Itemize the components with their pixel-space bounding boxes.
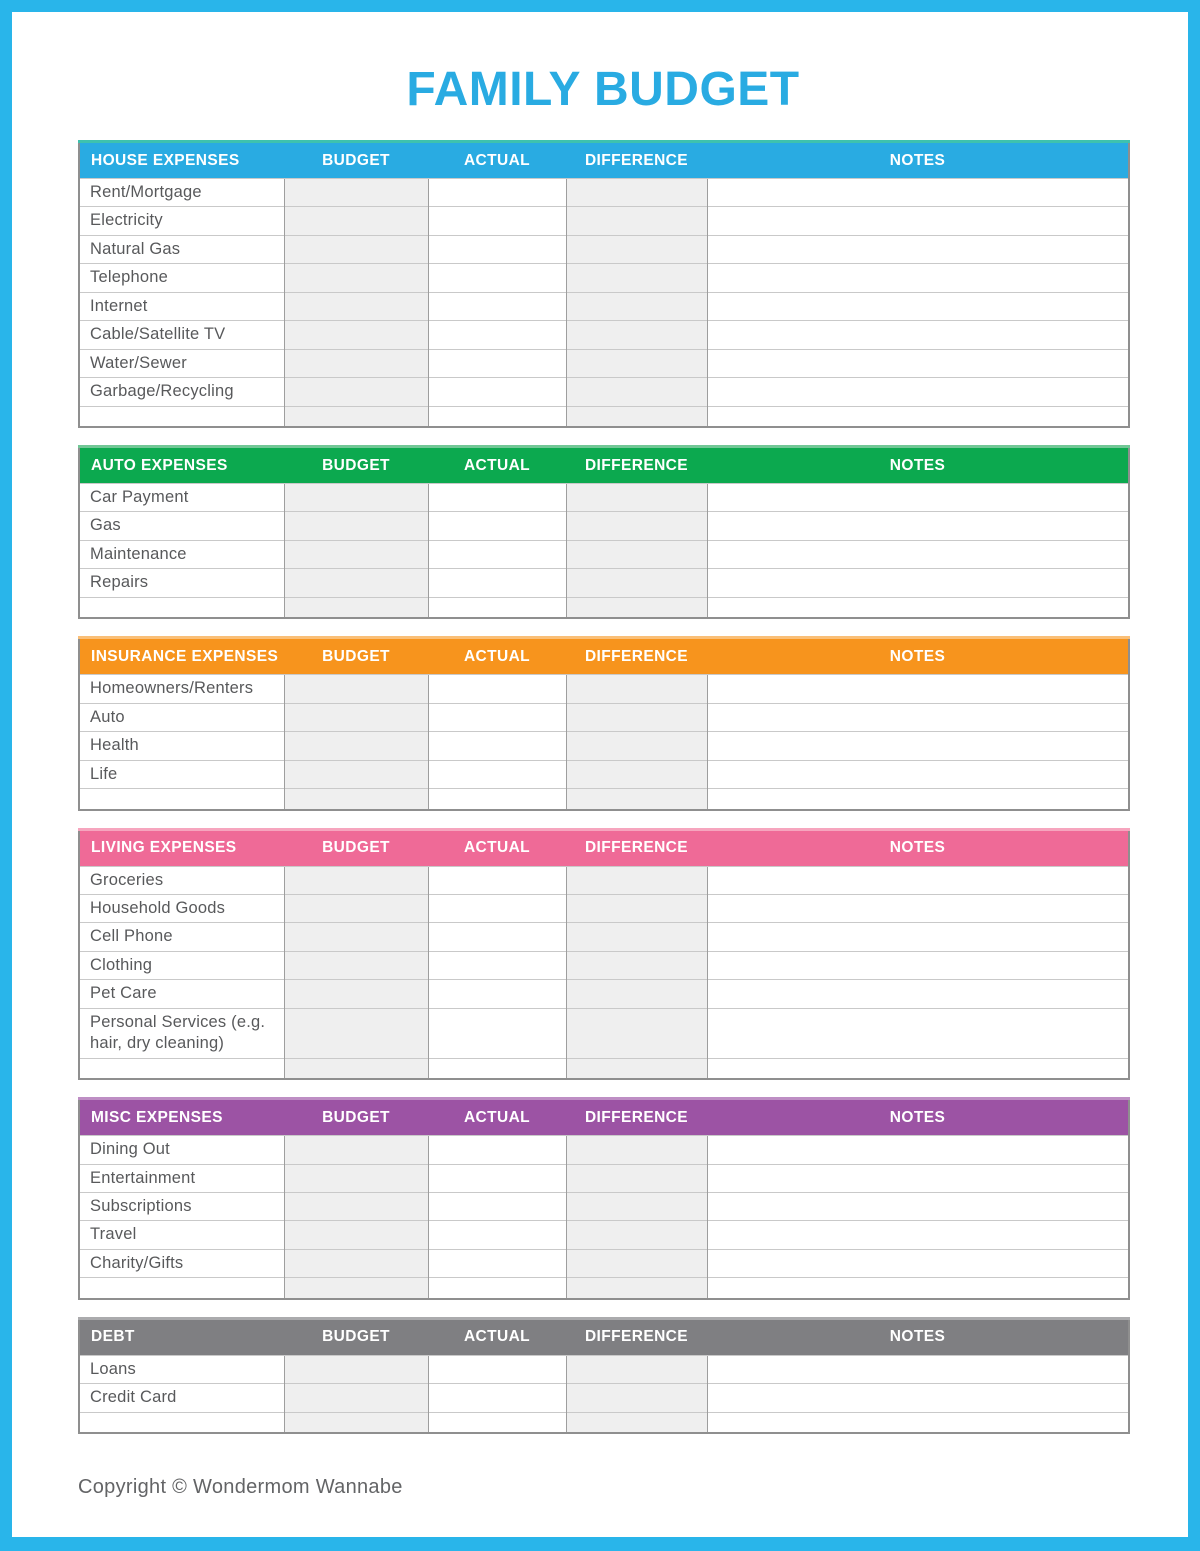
difference-cell bbox=[566, 406, 707, 427]
actual-cell bbox=[428, 1192, 566, 1220]
actual-cell bbox=[428, 235, 566, 263]
difference-cell bbox=[566, 1058, 707, 1079]
difference-cell bbox=[566, 980, 707, 1008]
notes-cell bbox=[707, 512, 1129, 540]
expense-row bbox=[79, 703, 1129, 731]
notes-cell bbox=[707, 894, 1129, 922]
difference-cell bbox=[566, 1008, 707, 1058]
budget-cell bbox=[284, 789, 428, 810]
actual-cell bbox=[428, 675, 566, 703]
actual-cell bbox=[428, 1221, 566, 1249]
notes-cell bbox=[707, 349, 1129, 377]
column-header-difference: DIFFERENCE bbox=[566, 829, 707, 866]
actual-cell bbox=[428, 1412, 566, 1433]
actual-cell bbox=[428, 980, 566, 1008]
expense-label: Maintenance bbox=[79, 540, 284, 568]
notes-cell bbox=[707, 866, 1129, 894]
expense-row bbox=[79, 1058, 1129, 1079]
notes-cell bbox=[707, 207, 1129, 235]
difference-cell bbox=[566, 1384, 707, 1412]
notes-cell bbox=[707, 980, 1129, 1008]
expense-label: Pet Care bbox=[79, 980, 284, 1008]
expense-label: Travel bbox=[79, 1221, 284, 1249]
expense-label: Credit Card bbox=[79, 1384, 284, 1412]
actual-cell bbox=[428, 1278, 566, 1299]
actual-cell bbox=[428, 179, 566, 207]
difference-cell bbox=[566, 321, 707, 349]
budget-cell bbox=[284, 1192, 428, 1220]
column-header-actual: ACTUAL bbox=[428, 1099, 566, 1136]
notes-cell bbox=[707, 951, 1129, 979]
notes-cell bbox=[707, 675, 1129, 703]
difference-cell bbox=[566, 179, 707, 207]
actual-cell bbox=[428, 264, 566, 292]
budget-table-insurance-expenses bbox=[78, 636, 1130, 810]
column-header-actual: ACTUAL bbox=[428, 1318, 566, 1355]
expense-label: Clothing bbox=[79, 951, 284, 979]
actual-cell bbox=[428, 1058, 566, 1079]
notes-cell bbox=[707, 264, 1129, 292]
expense-row bbox=[79, 1164, 1129, 1192]
expense-row bbox=[79, 1355, 1129, 1383]
notes-cell bbox=[707, 1249, 1129, 1277]
column-header-difference: DIFFERENCE bbox=[566, 447, 707, 484]
difference-cell bbox=[566, 1136, 707, 1164]
expense-row bbox=[79, 292, 1129, 320]
notes-cell bbox=[707, 321, 1129, 349]
section-title: DEBT bbox=[79, 1318, 284, 1355]
actual-cell bbox=[428, 894, 566, 922]
notes-cell bbox=[707, 292, 1129, 320]
expense-label bbox=[79, 597, 284, 618]
expense-label: Loans bbox=[79, 1355, 284, 1383]
expense-label: Natural Gas bbox=[79, 235, 284, 263]
actual-cell bbox=[428, 1249, 566, 1277]
expense-label: Water/Sewer bbox=[79, 349, 284, 377]
notes-cell bbox=[707, 760, 1129, 788]
column-header-notes: NOTES bbox=[707, 1318, 1129, 1355]
actual-cell bbox=[428, 1136, 566, 1164]
budget-cell bbox=[284, 1221, 428, 1249]
expense-label: Health bbox=[79, 732, 284, 760]
budget-cell bbox=[284, 484, 428, 512]
expense-row bbox=[79, 569, 1129, 597]
expense-label: Internet bbox=[79, 292, 284, 320]
budget-cell bbox=[284, 980, 428, 1008]
expense-label bbox=[79, 1412, 284, 1433]
budget-cell bbox=[284, 1058, 428, 1079]
column-header-budget: BUDGET bbox=[284, 638, 428, 675]
copyright-text: Copyright © Wondermom Wannabe bbox=[78, 1476, 403, 1499]
budget-cell bbox=[284, 1384, 428, 1412]
column-header-budget: BUDGET bbox=[284, 447, 428, 484]
expense-row bbox=[79, 1221, 1129, 1249]
expense-label bbox=[79, 406, 284, 427]
difference-cell bbox=[566, 540, 707, 568]
budget-cell bbox=[284, 760, 428, 788]
budget-cell bbox=[284, 866, 428, 894]
difference-cell bbox=[566, 207, 707, 235]
notes-cell bbox=[707, 406, 1129, 427]
notes-cell bbox=[707, 703, 1129, 731]
column-header-notes: NOTES bbox=[707, 142, 1129, 179]
actual-cell bbox=[428, 349, 566, 377]
notes-cell bbox=[707, 1355, 1129, 1383]
section-header-row bbox=[79, 142, 1129, 179]
budget-table-auto-expenses bbox=[78, 445, 1130, 619]
expense-label: Subscriptions bbox=[79, 1192, 284, 1220]
actual-cell bbox=[428, 378, 566, 406]
column-header-budget: BUDGET bbox=[284, 829, 428, 866]
section-header-row bbox=[79, 447, 1129, 484]
expense-label: Household Goods bbox=[79, 894, 284, 922]
expense-row bbox=[79, 484, 1129, 512]
difference-cell bbox=[566, 1412, 707, 1433]
column-header-budget: BUDGET bbox=[284, 1318, 428, 1355]
budget-cell bbox=[284, 292, 428, 320]
notes-cell bbox=[707, 1136, 1129, 1164]
section-header-row bbox=[79, 829, 1129, 866]
notes-cell bbox=[707, 1384, 1129, 1412]
budget-cell bbox=[284, 569, 428, 597]
expense-label: Cable/Satellite TV bbox=[79, 321, 284, 349]
difference-cell bbox=[566, 264, 707, 292]
actual-cell bbox=[428, 292, 566, 320]
expense-row bbox=[79, 951, 1129, 979]
notes-cell bbox=[707, 789, 1129, 810]
section-header-row bbox=[79, 1318, 1129, 1355]
difference-cell bbox=[566, 1192, 707, 1220]
budget-table-house-expenses bbox=[78, 140, 1130, 428]
section-header-row bbox=[79, 1099, 1129, 1136]
notes-cell bbox=[707, 1278, 1129, 1299]
actual-cell bbox=[428, 789, 566, 810]
difference-cell bbox=[566, 1278, 707, 1299]
difference-cell bbox=[566, 789, 707, 810]
expense-label: Personal Services (e.g. hair, dry cleaning) bbox=[79, 1008, 284, 1058]
budget-cell bbox=[284, 1136, 428, 1164]
actual-cell bbox=[428, 1164, 566, 1192]
expense-label: Gas bbox=[79, 512, 284, 540]
expense-label: Charity/Gifts bbox=[79, 1249, 284, 1277]
notes-cell bbox=[707, 923, 1129, 951]
column-header-budget: BUDGET bbox=[284, 142, 428, 179]
section-title: LIVING EXPENSES bbox=[79, 829, 284, 866]
budget-cell bbox=[284, 703, 428, 731]
expense-row bbox=[79, 894, 1129, 922]
difference-cell bbox=[566, 484, 707, 512]
expense-row bbox=[79, 179, 1129, 207]
notes-cell bbox=[707, 1412, 1129, 1433]
actual-cell bbox=[428, 732, 566, 760]
expense-label: Repairs bbox=[79, 569, 284, 597]
expense-label: Cell Phone bbox=[79, 923, 284, 951]
actual-cell bbox=[428, 540, 566, 568]
difference-cell bbox=[566, 349, 707, 377]
section-title: INSURANCE EXPENSES bbox=[79, 638, 284, 675]
budget-cell bbox=[284, 321, 428, 349]
budget-cell bbox=[284, 597, 428, 618]
difference-cell bbox=[566, 1355, 707, 1383]
expense-row bbox=[79, 923, 1129, 951]
actual-cell bbox=[428, 207, 566, 235]
budget-table-living-expenses bbox=[78, 828, 1130, 1081]
budget-cell bbox=[284, 512, 428, 540]
expense-row bbox=[79, 406, 1129, 427]
section-title: AUTO EXPENSES bbox=[79, 447, 284, 484]
expense-row bbox=[79, 789, 1129, 810]
budget-cell bbox=[284, 264, 428, 292]
expense-row bbox=[79, 597, 1129, 618]
expense-row bbox=[79, 207, 1129, 235]
difference-cell bbox=[566, 512, 707, 540]
expense-label: Life bbox=[79, 760, 284, 788]
budget-cell bbox=[284, 1164, 428, 1192]
expense-row bbox=[79, 866, 1129, 894]
expense-row bbox=[79, 540, 1129, 568]
column-header-difference: DIFFERENCE bbox=[566, 638, 707, 675]
notes-cell bbox=[707, 540, 1129, 568]
budget-cell bbox=[284, 349, 428, 377]
column-header-notes: NOTES bbox=[707, 638, 1129, 675]
budget-cell bbox=[284, 1278, 428, 1299]
column-header-difference: DIFFERENCE bbox=[566, 1318, 707, 1355]
difference-cell bbox=[566, 732, 707, 760]
budget-cell bbox=[284, 179, 428, 207]
budget-cell bbox=[284, 675, 428, 703]
column-header-notes: NOTES bbox=[707, 1099, 1129, 1136]
column-header-notes: NOTES bbox=[707, 447, 1129, 484]
difference-cell bbox=[566, 1164, 707, 1192]
budget-cell bbox=[284, 923, 428, 951]
budget-cell bbox=[284, 406, 428, 427]
actual-cell bbox=[428, 923, 566, 951]
actual-cell bbox=[428, 406, 566, 427]
column-header-budget: BUDGET bbox=[284, 1099, 428, 1136]
budget-table-debt bbox=[78, 1317, 1130, 1434]
column-header-actual: ACTUAL bbox=[428, 142, 566, 179]
expense-row bbox=[79, 1412, 1129, 1433]
budget-cell bbox=[284, 207, 428, 235]
difference-cell bbox=[566, 597, 707, 618]
expense-row bbox=[79, 1278, 1129, 1299]
actual-cell bbox=[428, 569, 566, 597]
notes-cell bbox=[707, 378, 1129, 406]
budget-cell bbox=[284, 1249, 428, 1277]
budget-cell bbox=[284, 540, 428, 568]
expense-row bbox=[79, 675, 1129, 703]
difference-cell bbox=[566, 235, 707, 263]
budget-cell bbox=[284, 1355, 428, 1383]
actual-cell bbox=[428, 512, 566, 540]
difference-cell bbox=[566, 866, 707, 894]
column-header-actual: ACTUAL bbox=[428, 829, 566, 866]
section-header-row bbox=[79, 638, 1129, 675]
expense-label bbox=[79, 789, 284, 810]
notes-cell bbox=[707, 1221, 1129, 1249]
page-title: FAMILY BUDGET bbox=[406, 63, 800, 116]
difference-cell bbox=[566, 675, 707, 703]
expense-row bbox=[79, 235, 1129, 263]
budget-cell bbox=[284, 235, 428, 263]
column-header-actual: ACTUAL bbox=[428, 447, 566, 484]
actual-cell bbox=[428, 760, 566, 788]
expense-label: Car Payment bbox=[79, 484, 284, 512]
expense-row bbox=[79, 321, 1129, 349]
budget-cell bbox=[284, 894, 428, 922]
section-title: MISC EXPENSES bbox=[79, 1099, 284, 1136]
expense-row bbox=[79, 264, 1129, 292]
notes-cell bbox=[707, 1058, 1129, 1079]
actual-cell bbox=[428, 703, 566, 731]
notes-cell bbox=[707, 569, 1129, 597]
budget-table-misc-expenses bbox=[78, 1097, 1130, 1300]
budget-cell bbox=[284, 1008, 428, 1058]
actual-cell bbox=[428, 597, 566, 618]
expense-label: Telephone bbox=[79, 264, 284, 292]
expense-row bbox=[79, 1136, 1129, 1164]
actual-cell bbox=[428, 866, 566, 894]
difference-cell bbox=[566, 292, 707, 320]
expense-label bbox=[79, 1058, 284, 1079]
expense-label bbox=[79, 1278, 284, 1299]
actual-cell bbox=[428, 1384, 566, 1412]
difference-cell bbox=[566, 1249, 707, 1277]
actual-cell bbox=[428, 321, 566, 349]
difference-cell bbox=[566, 1221, 707, 1249]
expense-row bbox=[79, 378, 1129, 406]
expense-row bbox=[79, 1249, 1129, 1277]
budget-sections bbox=[78, 140, 1128, 1434]
expense-label: Garbage/Recycling bbox=[79, 378, 284, 406]
notes-cell bbox=[707, 1164, 1129, 1192]
notes-cell bbox=[707, 179, 1129, 207]
difference-cell bbox=[566, 951, 707, 979]
notes-cell bbox=[707, 1008, 1129, 1058]
difference-cell bbox=[566, 703, 707, 731]
expense-row bbox=[79, 1192, 1129, 1220]
difference-cell bbox=[566, 894, 707, 922]
expense-label: Rent/Mortgage bbox=[79, 179, 284, 207]
expense-row bbox=[79, 1384, 1129, 1412]
notes-cell bbox=[707, 484, 1129, 512]
expense-label: Auto bbox=[79, 703, 284, 731]
expense-row bbox=[79, 760, 1129, 788]
actual-cell bbox=[428, 1008, 566, 1058]
expense-label: Electricity bbox=[79, 207, 284, 235]
column-header-difference: DIFFERENCE bbox=[566, 1099, 707, 1136]
budget-sheet bbox=[12, 12, 1188, 1499]
column-header-notes: NOTES bbox=[707, 829, 1129, 866]
difference-cell bbox=[566, 923, 707, 951]
actual-cell bbox=[428, 484, 566, 512]
notes-cell bbox=[707, 732, 1129, 760]
column-header-actual: ACTUAL bbox=[428, 638, 566, 675]
expense-label: Dining Out bbox=[79, 1136, 284, 1164]
notes-cell bbox=[707, 597, 1129, 618]
expense-row bbox=[79, 349, 1129, 377]
difference-cell bbox=[566, 760, 707, 788]
budget-cell bbox=[284, 378, 428, 406]
difference-cell bbox=[566, 378, 707, 406]
expense-label: Groceries bbox=[79, 866, 284, 894]
budget-cell bbox=[284, 732, 428, 760]
actual-cell bbox=[428, 951, 566, 979]
expense-row bbox=[79, 512, 1129, 540]
column-header-difference: DIFFERENCE bbox=[566, 142, 707, 179]
expense-row bbox=[79, 732, 1129, 760]
expense-label: Homeowners/Renters bbox=[79, 675, 284, 703]
actual-cell bbox=[428, 1355, 566, 1383]
budget-cell bbox=[284, 951, 428, 979]
expense-label: Entertainment bbox=[79, 1164, 284, 1192]
notes-cell bbox=[707, 235, 1129, 263]
notes-cell bbox=[707, 1192, 1129, 1220]
expense-row bbox=[79, 980, 1129, 1008]
expense-row bbox=[79, 1008, 1129, 1058]
budget-cell bbox=[284, 1412, 428, 1433]
section-title: HOUSE EXPENSES bbox=[79, 142, 284, 179]
difference-cell bbox=[566, 569, 707, 597]
